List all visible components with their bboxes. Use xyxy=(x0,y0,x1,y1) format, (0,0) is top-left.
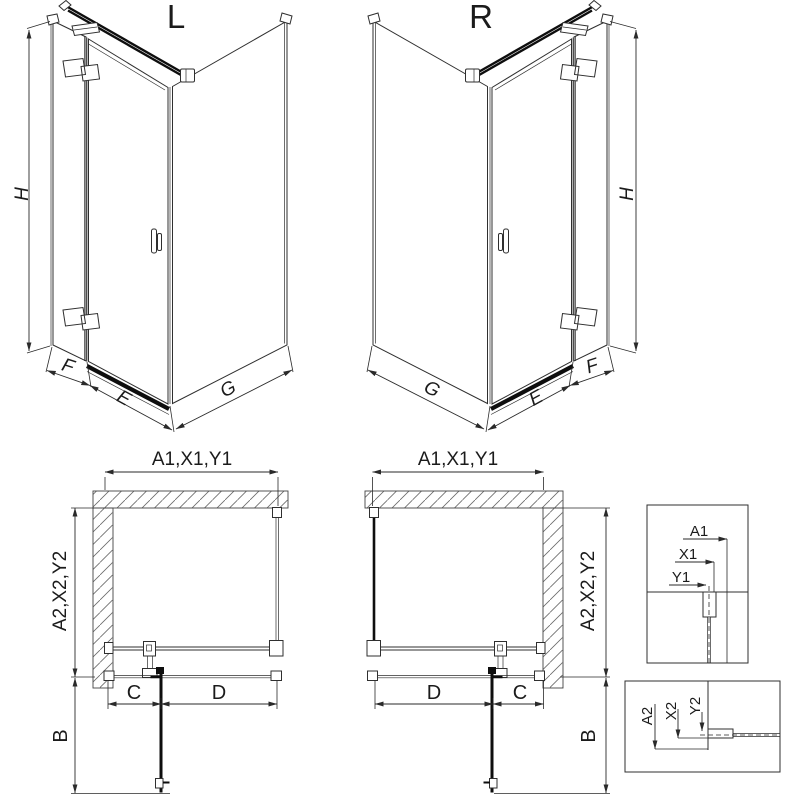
side-panel-glass xyxy=(276,508,279,649)
dim-label-c-right-plan: C xyxy=(512,682,528,704)
wall-bracket xyxy=(72,23,100,36)
support-strut-right xyxy=(498,656,503,669)
dim-label-depth-left-plan: A2,X2,Y2 xyxy=(50,550,71,632)
bar-connector xyxy=(144,642,156,657)
corner-clamp xyxy=(181,69,195,82)
detail-depth-view xyxy=(625,681,780,772)
hinge-top xyxy=(63,59,100,82)
dim-label-h-right: H xyxy=(617,187,638,201)
stabilizer-bar xyxy=(111,647,270,650)
dim-label-b-left-plan: B xyxy=(50,729,72,743)
dim-label-width-left-plan: A1,X1,Y1 xyxy=(151,449,233,470)
hinge-bottom xyxy=(63,308,100,331)
dim-line-side-panel-left xyxy=(176,370,292,429)
iso-right-view xyxy=(367,0,638,432)
corner-fitting-right xyxy=(367,641,381,657)
view-l-label: L xyxy=(166,0,186,35)
wall-hatch-side xyxy=(93,508,113,688)
door-handle xyxy=(152,229,157,253)
dim-label-d-left-plan: D xyxy=(211,682,227,704)
detail-frame-depth xyxy=(625,681,780,772)
dim-label-g-right: G xyxy=(420,376,444,403)
dim-label-y2-detail: Y2 xyxy=(687,696,704,716)
corner-fitting xyxy=(270,641,284,657)
dim-label-depth-right-plan: A2,X2,Y2 xyxy=(578,550,599,632)
dim-label-a1-detail: A1 xyxy=(689,523,709,540)
glass-panel-width xyxy=(708,617,711,663)
dim-line-side-panel-right xyxy=(368,370,484,429)
wall-hatch-top xyxy=(93,491,288,508)
dim-label-c-left-plan: C xyxy=(126,682,142,704)
detail-width-view xyxy=(647,505,748,663)
view-r-label: R xyxy=(469,0,493,35)
plan-right-view xyxy=(365,449,610,794)
dim-label-x2-detail: X2 xyxy=(663,701,680,721)
stabilizer-bar-right xyxy=(380,647,538,650)
bottom-rail-right xyxy=(371,676,544,678)
dim-label-width-right-plan: A1,X1,Y1 xyxy=(417,449,499,470)
door-handle-plan xyxy=(156,779,164,789)
dim-label-f-right: F xyxy=(583,354,601,379)
dim-label-f-left: F xyxy=(59,354,77,379)
iso-left-hardware xyxy=(47,1,292,415)
dim-label-g-left: G xyxy=(216,376,240,403)
side-panel-cap xyxy=(280,13,292,24)
iso-right-hardware xyxy=(368,1,613,415)
dim-label-e-right: E xyxy=(525,386,547,411)
support-strut xyxy=(148,656,153,669)
dim-label-d-right-plan: D xyxy=(426,682,442,704)
wall-hatch-top-right xyxy=(365,491,563,508)
glass-profile-width xyxy=(703,592,716,617)
glass-profile-depth xyxy=(708,729,733,738)
wall-hatch-side-right xyxy=(543,508,563,688)
bar-connector-right xyxy=(495,642,507,657)
door-handle-plan-right xyxy=(490,779,498,789)
bottom-rail xyxy=(108,676,281,678)
plan-left-view xyxy=(50,449,288,794)
dim-label-x1-detail: X1 xyxy=(678,546,698,563)
dim-label-b-right-plan: B xyxy=(578,729,600,743)
dim-label-e-left: E xyxy=(113,386,135,411)
dim-label-y1-detail: Y1 xyxy=(671,569,691,586)
dim-label-h-left: H xyxy=(12,187,33,201)
iso-left-view xyxy=(12,0,293,432)
dim-label-a2-detail: A2 xyxy=(639,706,656,726)
door-panel xyxy=(89,39,169,404)
